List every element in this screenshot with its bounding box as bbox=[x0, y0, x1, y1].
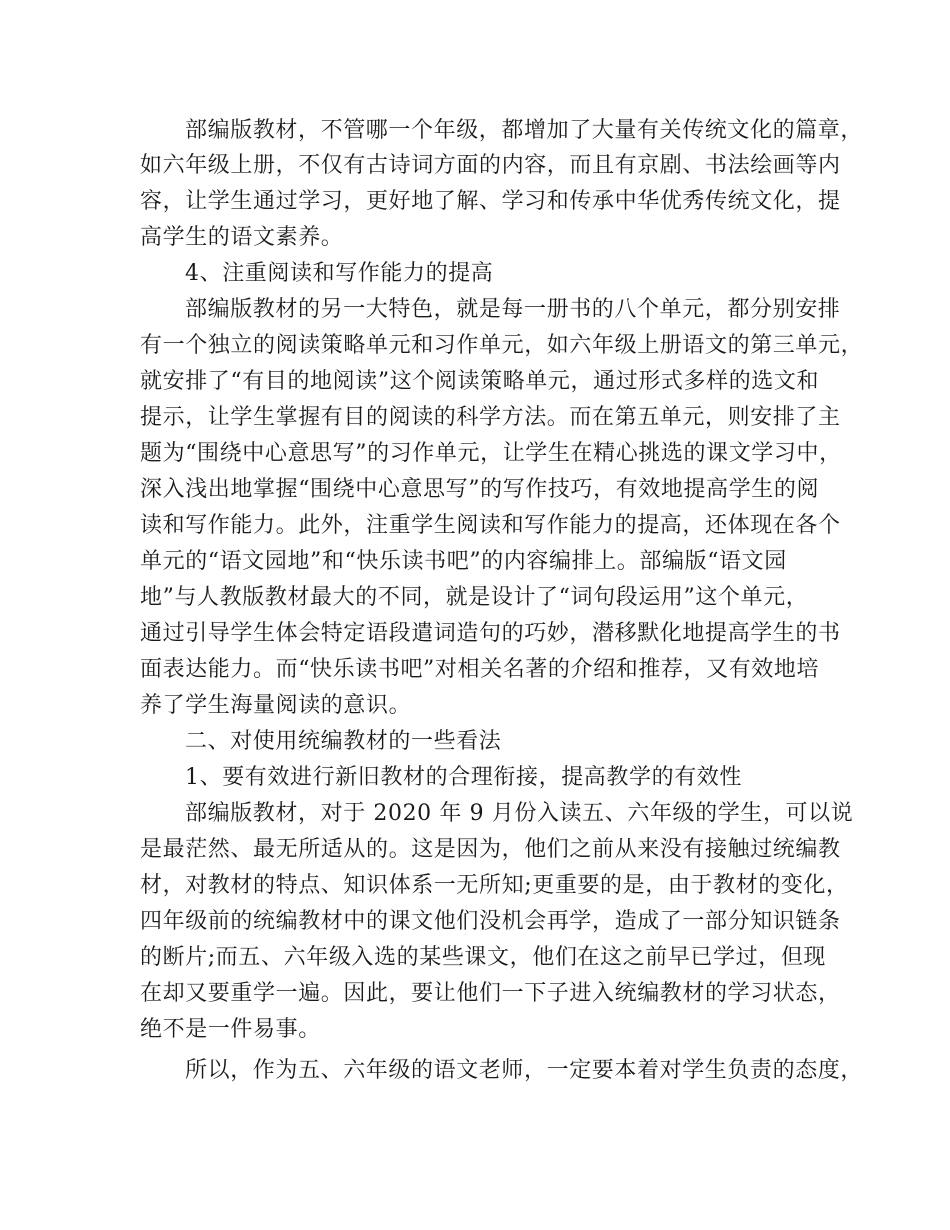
text-line: 材，对教材的特点、知识体系一无所知;更重要的是，由于教材的变化， bbox=[140, 873, 849, 898]
text-line: 高学生的语文素养。 bbox=[140, 225, 344, 250]
section-heading: 二、对使用统编教材的一些看法 bbox=[185, 729, 502, 754]
text-line: 绝不是一件易事。 bbox=[140, 1017, 321, 1042]
text-line: 部编版教材，不管哪一个年级，都增加了大量有关传统文化的篇章， bbox=[185, 118, 864, 143]
section-heading: 4、注重阅读和写作能力的提高 bbox=[185, 261, 494, 286]
text-line: 有一个独立的阅读策略单元和习作单元，如六年级上册语文的第三单元， bbox=[140, 333, 864, 358]
text-line: 通过引导学生体会特定语段遣词造句的巧妙，潜移默化地提高学生的书 bbox=[140, 621, 841, 646]
text-line: 提示，让学生掌握有目的阅读的科学方法。而在第五单元，则安排了主 bbox=[140, 405, 841, 430]
text-line: 所以，作为五、六年级的语文老师，一定要本着对学生负责的态度， bbox=[185, 1058, 864, 1083]
text-line: 深入浅出地掌握“围绕中心意思写”的写作技巧，有效地提高学生的阅 bbox=[140, 477, 820, 502]
text-line: 容，让学生通过学习，更好地了解、学习和传承中华优秀传统文化，提 bbox=[140, 189, 841, 214]
text-line: 读和写作能力。此外，注重学生阅读和写作能力的提高，还体现在各个 bbox=[140, 513, 841, 538]
text-line: 面表达能力。而“快乐读书吧”对相关名著的介绍和推荐，又有效地培 bbox=[140, 657, 820, 682]
text-line: 部编版教材，对于 2020 年 9 月份入读五、六年级的学生，可以说 bbox=[185, 801, 854, 826]
text-line: 地”与人教版教材最大的不同，就是设计了“词句段运用”这个单元， bbox=[140, 585, 809, 610]
text-line: 是最茫然、最无所适从的。这是因为，他们之前从来没有接触过统编教 bbox=[140, 837, 841, 862]
text-line: 四年级前的统编教材中的课文他们没机会再学，造成了一部分知识链条 bbox=[140, 909, 841, 934]
text-line: 单元的“语文园地”和“快乐读书吧”的内容编排上。部编版“语文园 bbox=[140, 549, 787, 574]
text-line: 养了学生海量阅读的意识。 bbox=[140, 693, 412, 718]
text-line: 题为“围绕中心意思写”的习作单元，让学生在精心挑选的课文学习中， bbox=[140, 441, 842, 466]
text-line: 部编版教材的另一大特色，就是每一册书的八个单元，都分别安排 bbox=[185, 297, 841, 322]
section-heading: 1、要有效进行新旧教材的合理衔接，提高教学的有效性 bbox=[185, 765, 742, 790]
text-line: 在却又要重学一遍。因此，要让他们一下子进入统编教材的学习状态， bbox=[140, 981, 841, 1006]
text-line: 就安排了“有目的地阅读”这个阅读策略单元，通过形式多样的选文和 bbox=[140, 369, 820, 394]
text-line: 如六年级上册，不仅有古诗词方面的内容，而且有京剧、书法绘画等内 bbox=[140, 153, 841, 178]
text-line: 的断片;而五、六年级入选的某些课文，他们在这之前早已学过，但现 bbox=[140, 945, 827, 970]
